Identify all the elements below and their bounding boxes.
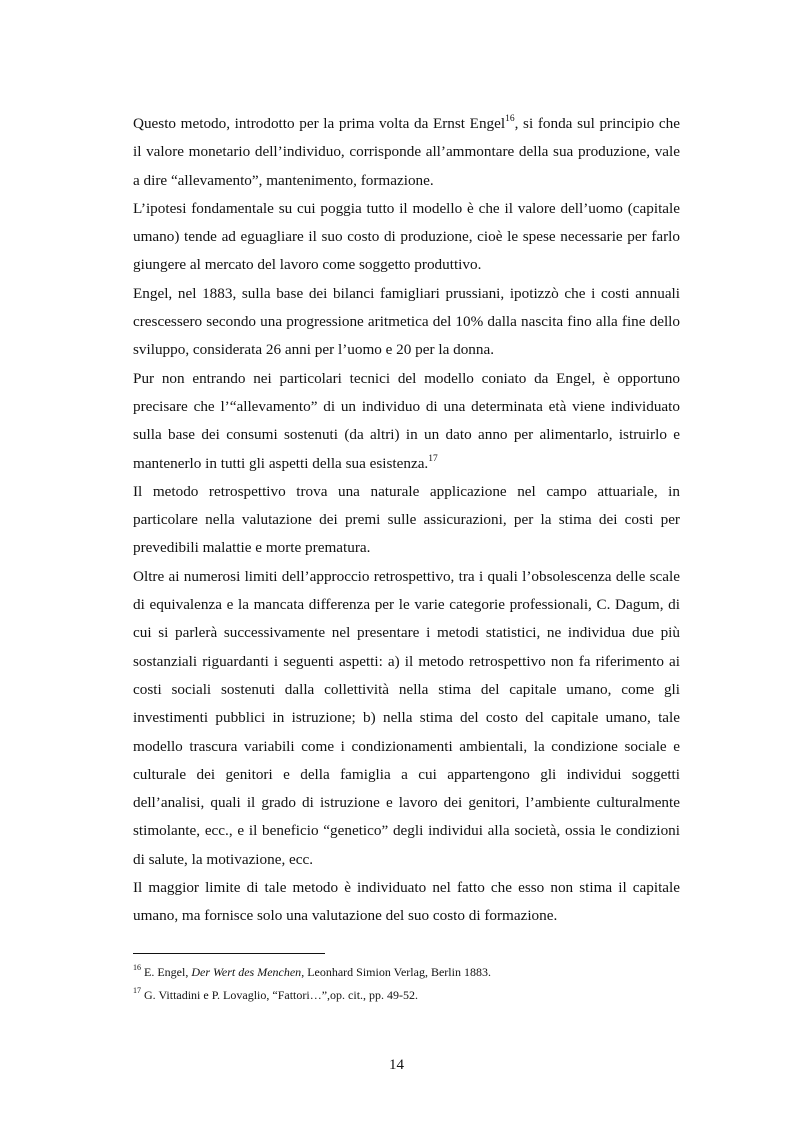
footnote-ref-16: 16 <box>505 113 515 124</box>
footnote-16 <box>133 961 680 984</box>
paragraph-2 <box>133 195 680 280</box>
footnote-17 <box>133 984 680 1007</box>
paragraph-7 <box>133 874 680 931</box>
paragraph-text: , si fonda sul principio che il valore monetario dell’individuo, corrisponde all’ammontare della sua produzione, vale a dire “allevamento”, mantenimento, formazione. <box>133 115 681 189</box>
page-number: 14 <box>389 1057 404 1073</box>
paragraph-text: Questo metodo, introdotto per la prima volta da Ernst Engel <box>133 115 506 132</box>
main-text <box>133 110 680 931</box>
paragraph-1 <box>133 110 680 195</box>
footnote-book-title: Der Wert des Menchen <box>191 965 302 979</box>
footnote-text: G. Vittadini e P. Lovaglio, “Fattori…”,op. cit., pp. 49-52. <box>141 988 419 1002</box>
footnote-number: 17 <box>133 986 141 995</box>
paragraph-4 <box>133 365 680 478</box>
footnotes <box>133 961 680 1007</box>
paragraph-5 <box>133 478 680 563</box>
paragraph-text: Il metodo retrospettivo trova una naturale applicazione nel campo attuariale, in particolare nella valutazione dei premi sulle assicurazioni, per la stima dei costi per prevedibili malattie e morte prematura. <box>133 482 680 557</box>
footnote-ref-17: 17 <box>428 453 438 464</box>
footnote-text: , Leonhard Simion Verlag, Berlin 1883. <box>301 965 491 979</box>
paragraph-text: Engel, nel 1883, sulla base dei bilanci famigliari prussiani, ipotizzò che i costi annuali crescessero secondo una progressione aritmetica del 10% dalla nascita fino alla fine dello sviluppo, considerata 26 anni per l’uomo e 20 per la donna. <box>133 284 680 359</box>
footnote-number: 16 <box>133 963 141 972</box>
paragraph-text: Pur non entrando nei particolari tecnici del modello coniato da Engel, è opportuno precisare che l’“allevamento” di un individuo di una determinata età viene individuato sulla base dei consumi sostenuti (da altri) in un dato anno per alimentarlo, istruirlo e mantenerlo in tutti gli aspetti della sua esistenza. <box>133 369 680 472</box>
footnote-separator <box>133 953 325 954</box>
footnote-text: E. Engel, <box>141 965 192 979</box>
paragraph-text: Oltre ai numerosi limiti dell’approccio retrospettivo, tra i quali l’obsolescenza delle scale di equivalenza e la mancata differenza per le varie categorie professionali, C. Dagum, di cui si parlerà successivamente nel presentare i metodi statistici, ne individua due più sostanziali riguardanti i seguenti aspetti: a) il metodo retrospettivo non fa riferimento ai costi sociali sostenuti dalla collettività nella stima del capitale umano, come gli investimenti pubblici in istruzione; b) nella stima del costo del capitale umano, tale modello trascura variabili come i condizionamenti ambientali, la condizione sociale e culturale dei genitori e della famiglia a cui appartengono gli individui soggetti dell’analisi, quali il grado di istruzione e lavoro dei genitori, l’ambiente culturalmente stimolante, ecc., e il beneficio “genetico” degli individui alla società, ossia le condizioni di salute, la motivazione, ecc. <box>133 567 680 868</box>
paragraph-6 <box>133 563 680 874</box>
paragraph-text: L’ipotesi fondamentale su cui poggia tutto il modello è che il valore dell’uomo (capitale umano) tende ad eguagliare il suo costo di produzione, cioè le spese necessarie per farlo giungere al mercato del lavoro come soggetto produttivo. <box>133 199 680 274</box>
paragraph-text: Il maggior limite di tale metodo è individuato nel fatto che esso non stima il capitale umano, ma fornisce solo una valutazione del suo costo di formazione. <box>133 879 680 925</box>
paragraph-3 <box>133 280 680 365</box>
